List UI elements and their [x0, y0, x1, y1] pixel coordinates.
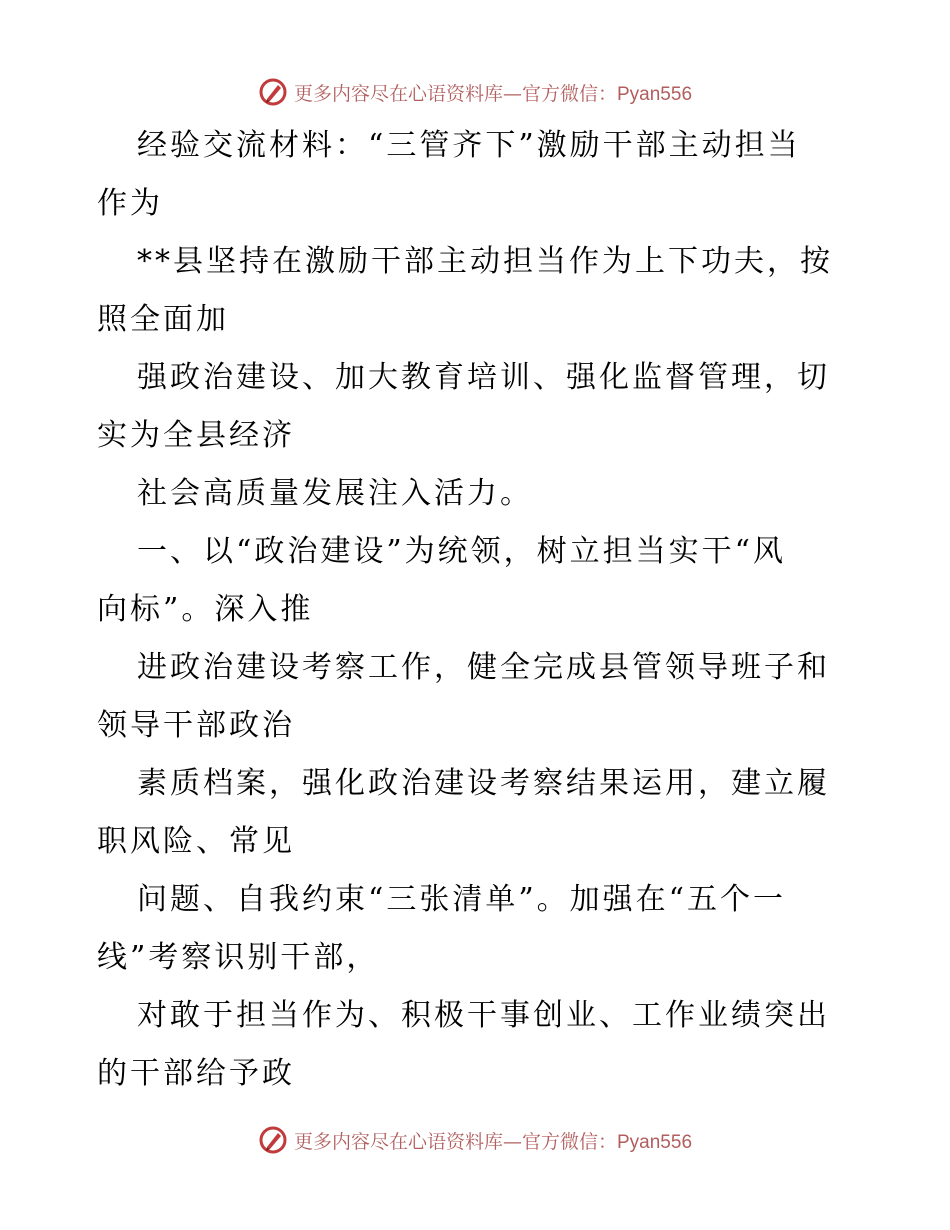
watermark-text: 更多内容尽在心语资料库—官方微信： [293, 82, 617, 105]
text-line: **县坚持在激励干部主动担当作为上下功夫，按 [137, 244, 833, 279]
text-line: 职风险、常见 [97, 824, 295, 859]
watermark-text: 更多内容尽在心语资料库—官方微信： [293, 1130, 617, 1153]
red-pen-circle-icon [258, 1125, 288, 1155]
text-line: 一、以“政治建设”为统领，树立担当实干“风 [137, 534, 787, 569]
header-watermark [0, 72, 950, 112]
text-line: 实为全县经济 [97, 418, 295, 453]
text-line: 进政治建设考察工作，健全完成县管领导班子和 [137, 650, 830, 685]
footer-watermark [0, 1120, 950, 1160]
red-pen-circle-icon [258, 77, 288, 107]
text-line: 向标”。深入推 [97, 592, 314, 627]
text-line: 照全面加 [97, 302, 229, 337]
text-line: 线”考察识别干部， [97, 940, 380, 975]
text-line: 对敢于担当作为、积极干事创业、工作业绩突出 [137, 998, 830, 1033]
text-line: 经验交流材料：“三管齐下”激励干部主动担当 [137, 128, 801, 163]
text-line: 素质档案，强化政治建设考察结果运用，建立履 [137, 766, 830, 801]
text-line: 作为 [97, 186, 163, 221]
text-line: 领导干部政治 [97, 708, 295, 743]
document-body [97, 117, 857, 1103]
watermark-wechat-id: Pyan556 [617, 83, 693, 105]
text-line: 问题、自我约束“三张清单”。加强在“五个一 [137, 882, 787, 917]
text-line: 的干部给予政 [97, 1056, 295, 1091]
watermark-wechat-id: Pyan556 [617, 1131, 693, 1153]
text-line: 强政治建设、加大教育培训、强化监督管理，切 [137, 360, 830, 395]
text-line: 社会高质量发展注入活力。 [137, 476, 533, 511]
